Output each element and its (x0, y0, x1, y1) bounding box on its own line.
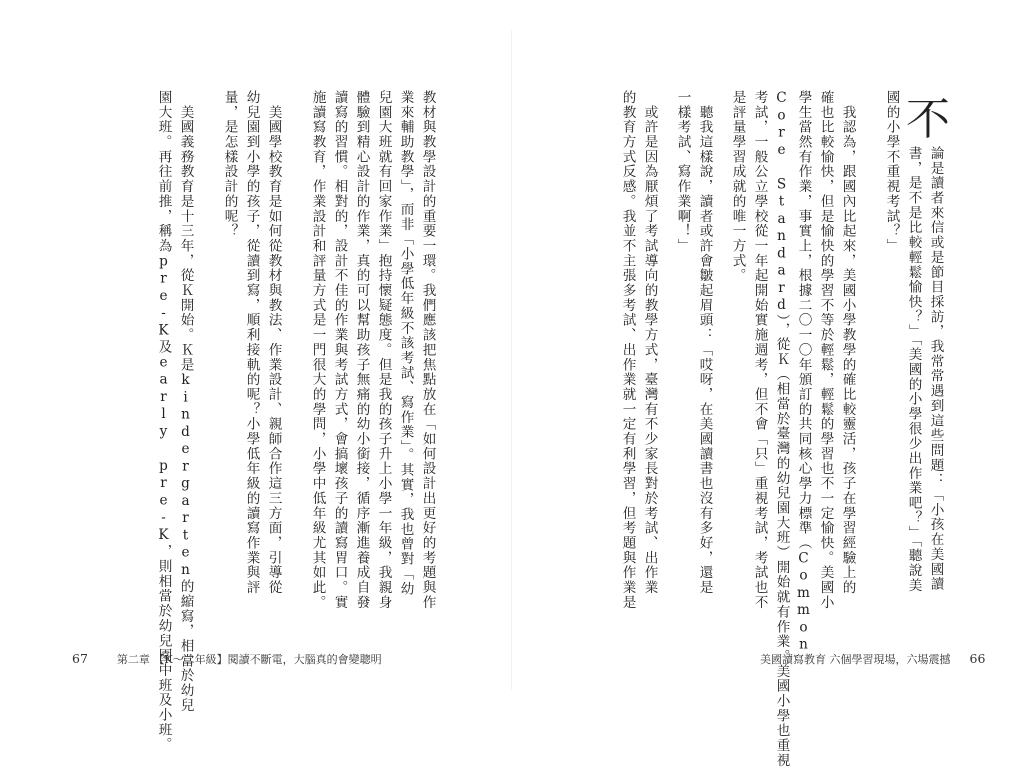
right-footer (760, 651, 985, 667)
text-column: 確也比較愉快，但是愉快的學習不等於輕鬆，輕鬆的學習也不一定愉快。美國小 (817, 90, 834, 610)
page-number: 67 (72, 651, 88, 666)
text-column: 讀寫的習慣。相對的，設計不佳的作業與考試方式，會搞壞孩子的讀寫胃口。實 (331, 90, 348, 610)
text-column: 國的小學不重視考試？」 (883, 90, 900, 254)
text-column: 園大班。再往前推，稱為pre-K及early pre-K，則相當於幼兒園中班及小班。 (155, 90, 172, 753)
drop-cap: 不 (906, 94, 950, 145)
text-column: 一樣考試、寫作業啊！」 (674, 90, 691, 254)
book-gutter (511, 30, 512, 690)
text-column: 或許是因為厭煩了考試導向的教學方式，臺灣有不少家長對於考試、出作業 (641, 90, 658, 595)
text-column: 量，是怎樣設計的呢？ (221, 90, 238, 239)
text-column: 業來輔助教學」，而非「小學低年級不該考試、寫作業」。其實，我也曾對「幼 (397, 90, 414, 597)
text-column: 美國義務教育是十三年，從Ｋ開始。Ｋ是kindergarten的縮寫，相當於幼兒 (177, 90, 194, 713)
text-column: Core Standard），從Ｋ（相當於臺灣的幼兒園大班）開始就有作業。美國小學也重視 (773, 90, 790, 768)
text-column: 是評量學習成就的唯一方式。 (729, 90, 746, 284)
text-column: 施讀寫教育，作業設計和評量方式是一門很大的學問，小學中低年級尤其如此。 (309, 90, 326, 610)
text-column: 論是讀者來信或是節目採訪，我常常遇到這些問題：「小孩在美國讀 (927, 146, 944, 592)
running-header: 美國讀寫教育 六個學習現場，六場震撼 (760, 653, 951, 666)
text-column: 兒園大班就有回家作業」抱持懷疑態度。但是我的孩子升上小學一年級，我親身 (375, 90, 392, 610)
running-header: 第二章 【K～二年級】閱讀不斷電，大腦真的會變聰明 (116, 653, 382, 666)
text-column: 美國學校教育是如何從教材與教法、作業設計、親師合作這三方面，引導從 (265, 90, 282, 595)
text-column: 聽我這樣說，讀者或許會皺起眉頭：「哎呀，在美國讀書也沒有多好，還是 (696, 90, 713, 595)
text-column: 的教育方式反感。我並不主張多考試、出作業就一定有利學習，但考題與作業是 (619, 90, 636, 610)
text-column: 體驗到精心設計的作業，真的可以幫助孩子無痛的幼小銜接，循序漸進養成自發 (353, 90, 370, 610)
text-column: 我認為，跟國內比起來，美國小學教學的確比較靈活，孩子在學習經驗上的 (839, 90, 856, 595)
page-number: 66 (969, 651, 986, 666)
text-column: 書，是不是比較輕鬆愉快？」「美國的小學很少出作業吧？」「聽說美 (905, 146, 922, 593)
text-column: 考試，一般公立學校從一年起開始實施週考，但不會「只」重視考試，考試也不 (751, 90, 768, 610)
text-column: 教材與教學設計的重要一環。我們應該把焦點放在「如何設計出更好的考題與作 (419, 90, 436, 610)
left-footer (72, 651, 382, 667)
text-column: 幼兒園到小學的孩子，從讀到寫，順利接軌的呢？小學低年級的讀寫作業與評 (243, 90, 260, 595)
text-column: 學生當然有作業，事實上，根據二〇一〇年頒訂的共同核心學力標準（Common (795, 90, 812, 654)
